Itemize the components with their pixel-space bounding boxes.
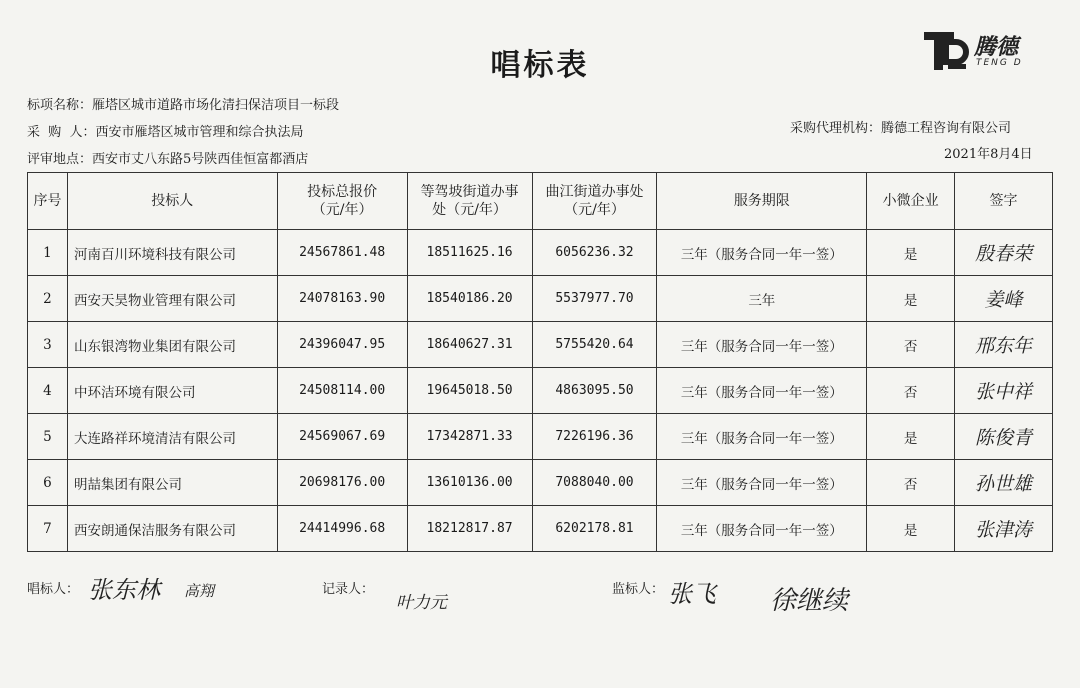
table-row — [28, 368, 1053, 414]
page-title: 唱标表 — [490, 48, 590, 83]
bid-table — [27, 172, 1053, 552]
cell-dengjia: 13610136.00 — [407, 460, 532, 506]
header-sign: 签字 — [955, 173, 1053, 230]
cell-total: 24414996.68 — [277, 506, 407, 552]
cell-dengjia: 19645018.50 — [407, 368, 532, 414]
table-header-row — [28, 173, 1053, 230]
cell-dengjia: 18540186.20 — [407, 276, 532, 322]
cell-small-enterprise: 否 — [867, 368, 955, 414]
cell-no: 1 — [28, 230, 68, 276]
project-line — [27, 94, 339, 113]
header-qujiang — [532, 173, 657, 230]
cell-no: 5 — [28, 414, 68, 460]
cell-signature: 孙世雄 — [955, 460, 1053, 506]
cell-period: 三年（服务合同一年一签） — [657, 322, 867, 368]
supervisor-signature: 张飞 — [668, 580, 716, 608]
location-label: 评审地点： — [27, 152, 93, 167]
header-total — [277, 173, 407, 230]
agency-label: 采购代理机构： — [790, 121, 882, 136]
cell-bidder: 山东银湾物业集团有限公司 — [67, 322, 277, 368]
cell-signature: 张中祥 — [955, 368, 1053, 414]
header-period: 服务期限 — [657, 173, 867, 230]
header-bidder: 投标人 — [67, 173, 277, 230]
cell-qujiang: 7088040.00 — [532, 460, 657, 506]
cell-period: 三年（服务合同一年一签） — [657, 414, 867, 460]
cell-bidder: 中环洁环境有限公司 — [67, 368, 277, 414]
table-row — [28, 460, 1053, 506]
supervisor-label: 监标人： — [612, 582, 665, 597]
cell-total: 24508114.00 — [277, 368, 407, 414]
cell-qujiang: 4863095.50 — [532, 368, 657, 414]
cell-bidder: 西安朗通保洁服务有限公司 — [67, 506, 277, 552]
cell-total: 24078163.90 — [277, 276, 407, 322]
cell-no: 6 — [28, 460, 68, 506]
tengde-logo — [922, 28, 1062, 76]
cell-period: 三年（服务合同一年一签） — [657, 368, 867, 414]
agency-value: 腾德工程咨询有限公司 — [881, 121, 1012, 136]
cell-period: 三年（服务合同一年一签） — [657, 230, 867, 276]
cell-no: 2 — [28, 276, 68, 322]
table-row — [28, 506, 1053, 552]
cell-qujiang: 6056236.32 — [532, 230, 657, 276]
logo-subtitle: TENG D — [976, 58, 1023, 68]
announcer-signature-2: 高翔 — [184, 582, 215, 600]
cell-signature: 邢东年 — [955, 322, 1053, 368]
cell-dengjia: 18511625.16 — [407, 230, 532, 276]
location-value: 西安市丈八东路5号陕西佳恒富都酒店 — [92, 152, 309, 167]
cell-small-enterprise: 否 — [867, 322, 955, 368]
table-row — [28, 230, 1053, 276]
date: 2021年8月4日 — [944, 147, 1033, 162]
cell-qujiang: 5537977.70 — [532, 276, 657, 322]
cell-bidder: 西安天昊物业管理有限公司 — [67, 276, 277, 322]
cell-qujiang: 7226196.36 — [532, 414, 657, 460]
header-dengjia-line2: 处（元/年） — [432, 202, 507, 218]
purchaser-value: 西安市雁塔区城市管理和综合执法局 — [95, 125, 304, 140]
location-line — [27, 148, 308, 167]
table-row — [28, 414, 1053, 460]
cell-small-enterprise: 是 — [867, 276, 955, 322]
purchaser-line — [27, 121, 304, 140]
cell-bidder: 明喆集团有限公司 — [67, 460, 277, 506]
announcer-label: 唱标人： — [27, 582, 80, 597]
cell-period: 三年（服务合同一年一签） — [657, 460, 867, 506]
header-dengjia — [407, 173, 532, 230]
recorder-label: 记录人： — [322, 582, 375, 597]
header-dengjia-line1: 等驾坡街道办事 — [420, 184, 519, 200]
cell-qujiang: 5755420.64 — [532, 322, 657, 368]
cell-period: 三年（服务合同一年一签） — [657, 506, 867, 552]
supervisor-signature-2: 徐继续 — [770, 586, 849, 616]
header-qujiang-line1: 曲江街道办事处 — [545, 184, 644, 200]
header-small-enterprise: 小微企业 — [867, 173, 955, 230]
agency-line — [790, 117, 1011, 136]
cell-dengjia: 18212817.87 — [407, 506, 532, 552]
cell-no: 7 — [28, 506, 68, 552]
logo-name: 腾德 — [974, 35, 1019, 60]
header-total-line2: （元/年） — [311, 202, 373, 218]
project-value: 雁塔区城市道路市场化清扫保洁项目一标段 — [92, 98, 340, 113]
cell-no: 3 — [28, 322, 68, 368]
cell-qujiang: 6202178.81 — [532, 506, 657, 552]
header-no: 序号 — [28, 173, 68, 230]
cell-bidder: 河南百川环境科技有限公司 — [67, 230, 277, 276]
header-total-line1: 投标总报价 — [307, 184, 378, 200]
cell-total: 20698176.00 — [277, 460, 407, 506]
cell-signature: 殷春荣 — [955, 230, 1053, 276]
cell-signature: 姜峰 — [955, 276, 1053, 322]
cell-bidder: 大连路祥环境清洁有限公司 — [67, 414, 277, 460]
cell-dengjia: 18640627.31 — [407, 322, 532, 368]
cell-period: 三年 — [657, 276, 867, 322]
cell-small-enterprise: 是 — [867, 506, 955, 552]
table-row — [28, 276, 1053, 322]
table-row — [28, 322, 1053, 368]
cell-no: 4 — [28, 368, 68, 414]
cell-small-enterprise: 是 — [867, 414, 955, 460]
cell-total: 24569067.69 — [277, 414, 407, 460]
recorder-signature: 叶力元 — [396, 593, 447, 613]
tengde-logo-icon — [922, 28, 970, 74]
purchaser-label: 采 购 人： — [27, 125, 96, 140]
project-label: 标项名称： — [27, 98, 93, 113]
cell-dengjia: 17342871.33 — [407, 414, 532, 460]
header-qujiang-line2: （元/年） — [564, 202, 625, 218]
cell-signature: 张津涛 — [955, 506, 1053, 552]
cell-total: 24567861.48 — [277, 230, 407, 276]
cell-small-enterprise: 否 — [867, 460, 955, 506]
cell-total: 24396047.95 — [277, 322, 407, 368]
cell-signature: 陈俊青 — [955, 414, 1053, 460]
cell-small-enterprise: 是 — [867, 230, 955, 276]
announcer-signature: 张东林 — [88, 576, 160, 604]
